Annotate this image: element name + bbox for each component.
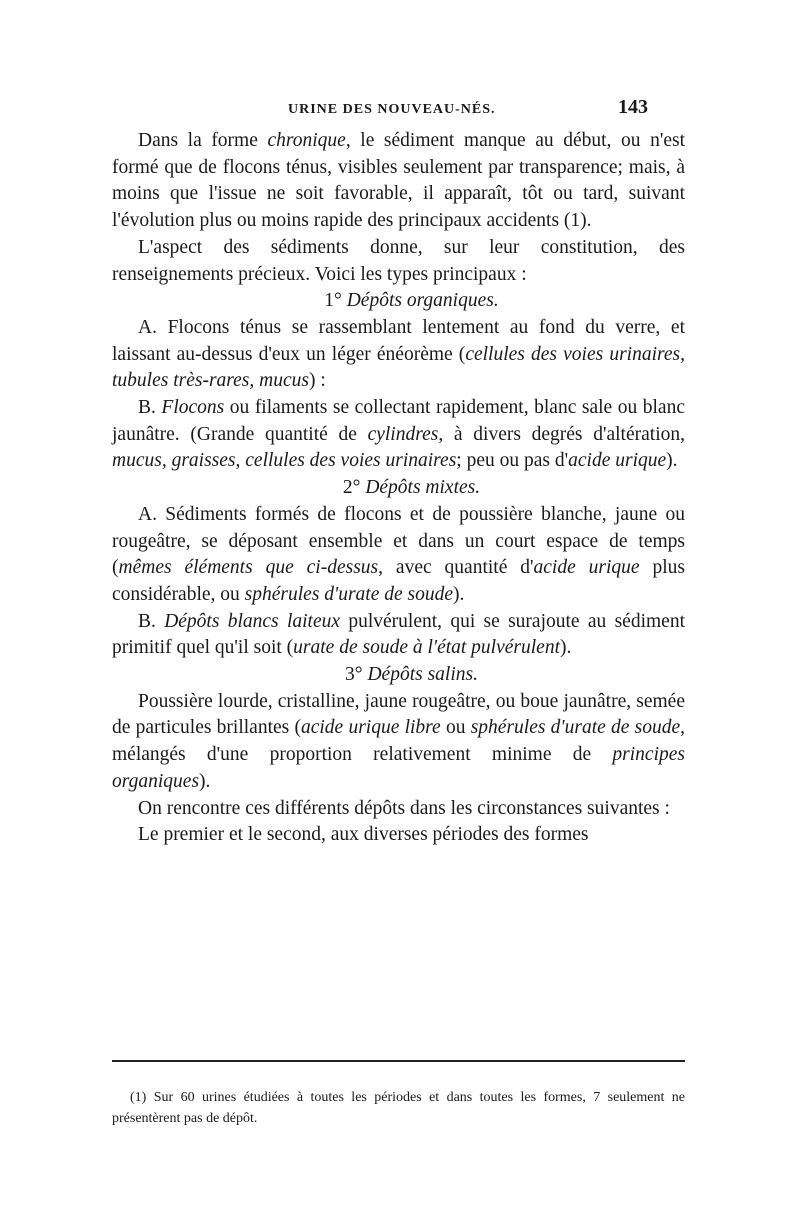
text-run: Dans la forme <box>138 130 268 151</box>
section-heading <box>112 288 685 315</box>
paragraph <box>112 235 685 288</box>
italic-term: mêmes éléments que ci-dessus <box>118 557 379 579</box>
text-run: ou <box>440 717 471 739</box>
paragraph <box>112 395 685 475</box>
paragraph <box>112 502 685 609</box>
paragraph <box>112 689 685 796</box>
text-run: Le premier et le second, aux diverses périodes des formes <box>138 824 589 846</box>
italic-term: sphérules d'urate de soude <box>470 717 681 739</box>
italic-term: Flocons <box>161 397 225 419</box>
section-title: Dépôts organiques. <box>346 290 499 312</box>
text-run: L'aspect des sédiments donne, sur leur constitution, des renseignements précieux. Voici les types principaux : <box>112 236 685 285</box>
text-run: , avec quantité d' <box>378 557 534 579</box>
text-run: ; peu ou pas d' <box>456 450 569 472</box>
paragraph <box>112 128 685 235</box>
text-run: pulvérulent, qui se surajoute au sédiment primitif quel qu'il soit ( <box>112 610 685 659</box>
text-run: B. <box>138 610 165 632</box>
text-run: ). <box>453 583 465 605</box>
footnote <box>112 1087 685 1129</box>
footnote-rule <box>112 1060 685 1062</box>
section-title: Dépôts salins. <box>367 664 478 686</box>
text-run: , mélangés d'une proportion relativement minime de <box>112 717 686 766</box>
body-text <box>112 128 685 849</box>
paragraph <box>112 822 685 849</box>
text-run: A. Sédiments formés de flocons et de poussière blanche, jaune ou rougeâtre, se déposant ensemble et dans un court espace de temps ( <box>112 503 685 579</box>
italic-term: sphérules d'urate de soude <box>244 583 454 605</box>
text-run: B. <box>138 397 162 419</box>
paragraph <box>112 796 685 823</box>
italic-term: chronique <box>267 130 346 151</box>
section-number: 2° <box>342 477 361 499</box>
italic-term: acide urique <box>533 557 640 579</box>
text-run: ). <box>199 770 211 792</box>
text-run: (1) Sur 60 urines étudiées à toutes les périodes et dans toutes les formes, 7 seulement ne présentèrent pas de dépôt. <box>112 1090 685 1126</box>
text-run: , le sédiment manque au début, ou n'est formé que de flocons ténus, visibles seulement par transparence; mais, à moins que l'issue ne soit favorable, il apparaît, tôt ou tard, suivant l'évolution plus ou moins rapide des principaux accidents (1). <box>112 130 685 232</box>
italic-term: acide urique libre <box>300 717 441 739</box>
italic-term: acide urique <box>568 450 667 472</box>
italic-term: mucus, graisses, cellules des voies urinaires <box>112 450 457 472</box>
text-run: ou filaments se collectant rapidement, blanc sale ou blanc jaunâtre. (Grande quantité de <box>112 397 685 445</box>
text-run: , à divers degrés d'altération, <box>438 423 685 445</box>
text-run: Poussière lourde, cristalline, jaune rougeâtre, ou boue jaunâtre, semée de particules brillantes ( <box>112 690 685 739</box>
paragraph <box>112 315 685 395</box>
italic-term: principes organiques <box>112 744 685 792</box>
section-title: Dépôts mixtes. <box>365 477 481 499</box>
page-number: 143 <box>618 96 648 118</box>
italic-term: urate de soude à l'état pulvérulent <box>293 637 560 659</box>
text-run: ) : <box>308 370 326 392</box>
paragraph <box>112 609 685 662</box>
italic-term: Dépôts blancs laiteux <box>164 610 341 632</box>
text-run: On rencontre ces différents dépôts dans les circonstances suivantes : <box>138 797 670 819</box>
text-run: ). <box>666 450 678 472</box>
italic-term: cellules des voies urinaires, tubules très-rares, mucus <box>112 343 685 392</box>
page-header <box>288 96 688 118</box>
section-heading <box>112 662 685 689</box>
text-run: A. Flocons ténus se rassemblant lentement au fond du verre, et laissant au-dessus d'eux un léger énéorème ( <box>112 316 685 365</box>
text-run: plus considérable, ou <box>112 557 685 605</box>
section-number: 1° <box>324 290 342 312</box>
section-number: 3° <box>345 664 363 686</box>
text-run: ). <box>560 637 572 659</box>
italic-term: cylindres <box>367 423 439 445</box>
section-heading <box>112 475 685 502</box>
running-title: URINE DES NOUVEAU-NÉS. <box>288 102 496 117</box>
